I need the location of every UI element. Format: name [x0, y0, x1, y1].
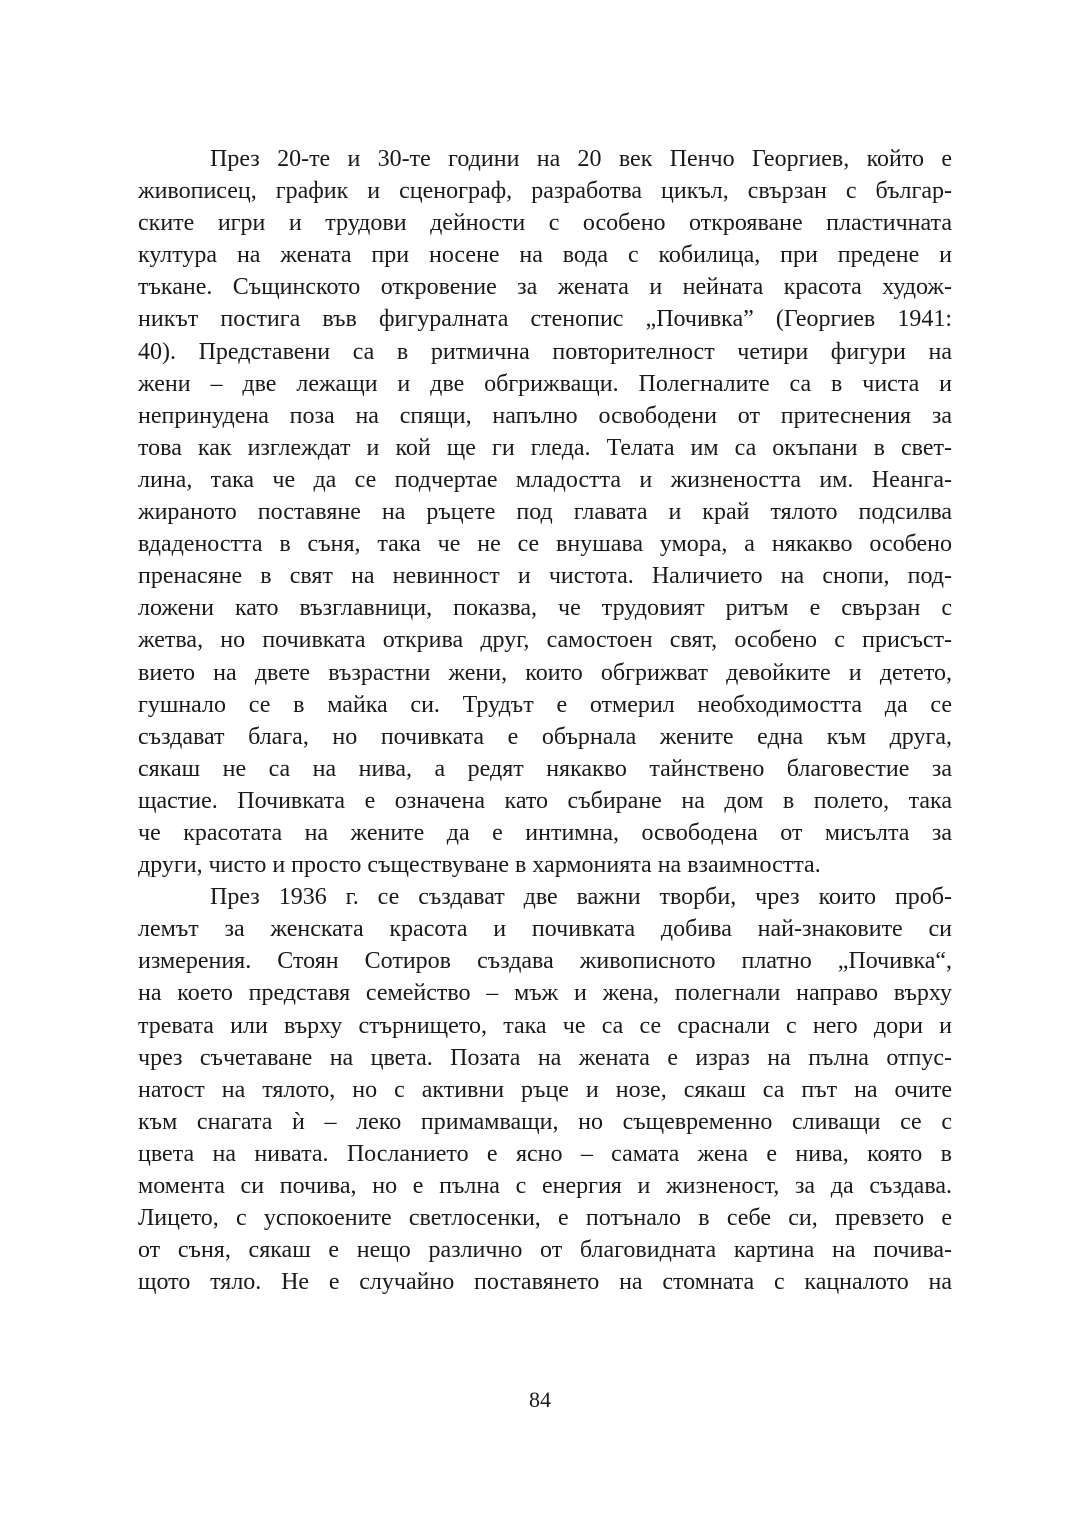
- text-line: никът постига във фигуралната стенопис „Почивка” (Георгиев 1941:: [138, 306, 952, 333]
- text-line: това как изглеждат и кой ще ги гледа. Телата им са окъпани в свет-: [138, 434, 952, 461]
- text-line: пренасяне в свят на невинност и чистота. Наличието на снопи, под-: [138, 563, 952, 590]
- text-line: сякаш не са на нива, а редят някакво тайнствено благовестие за: [138, 755, 952, 782]
- text-line: Лицето, с успокоените светлосенки, е потънало в себе си, превзето е: [138, 1205, 952, 1232]
- paragraph: [138, 143, 952, 881]
- text-line: други, чисто и просто съществуване в хармонията на взаимността.: [138, 852, 821, 879]
- text-line: ложени като възглавници, показва, че трудовият ритъм е свързан с: [138, 595, 952, 622]
- text-line: гушнало се в майка си. Трудът е отмерил необходимостта да се: [138, 691, 952, 718]
- text-line: чрез съчетаване на цвета. Позата на жената е израз на пълна отпус-: [138, 1044, 952, 1071]
- text-line: от съня, сякаш е нещо различно от благовидната картина на почива-: [138, 1237, 952, 1264]
- text-line: 40). Представени са в ритмична повторителност четири фигури на: [138, 338, 952, 365]
- text-line: на което представя семейство – мъж и жена, полегнали направо върху: [138, 980, 952, 1007]
- text-line: щото тяло. Не е случайно поставянето на стомната с кацналото на: [138, 1269, 952, 1296]
- text-line: тревата или върху стърнището, така че са се сраснали с него дори и: [138, 1012, 952, 1039]
- text-line: живописец, график и сценограф, разработва цикъл, свързан с българ-: [138, 178, 952, 205]
- text-line: измерения. Стоян Сотиров създава живописното платно „Почивка“,: [138, 948, 952, 975]
- text-line: лемът за женската красота и почивката добива най-знаковите си: [138, 916, 952, 943]
- text-line: вието на двете възрастни жени, които обгрижват девойките и детето,: [138, 659, 952, 686]
- text-line: непринудена поза на спящи, напълно освободени от притеснения за: [138, 402, 952, 429]
- text-line: През 1936 г. се създават две важни творби, чрез които проб-: [210, 884, 952, 911]
- text-line: щастие. Почивката е означена като събиране на дом в полето, така: [138, 787, 952, 814]
- text-line: жираното поставяне на ръцете под главата и край тялото подсилва: [138, 499, 952, 526]
- text-line: ските игри и трудови дейности с особено открояване пластичната: [138, 210, 952, 237]
- text-line: цвета на нивата. Посланието е ясно – самата жена е нива, която в: [138, 1140, 952, 1167]
- text-line: култура на жената при носене на вода с кобилица, при предене и: [138, 242, 952, 269]
- body-text: [138, 143, 952, 1298]
- text-line: лина, така че да се подчертае младостта и жизнеността им. Неанга-: [138, 466, 952, 493]
- text-line: жени – две лежащи и две обгрижващи. Полегналите са в чиста и: [138, 370, 952, 397]
- page-number: 84: [529, 1387, 551, 1412]
- text-line: вдадеността в съня, така че не се внушава умора, а някакво особено: [138, 531, 952, 558]
- text-line: момента си почива, но е пълна с енергия и жизненост, за да създава.: [138, 1173, 952, 1199]
- text-line: жетва, но почивката открива друг, самостоен свят, особено с присъст-: [138, 627, 952, 654]
- text-line: към снагата ѝ – леко примамващи, но същевременно сливащи се с: [138, 1108, 952, 1135]
- text-line: тъкане. Същинското откровение за жената и нейната красота худож-: [138, 274, 952, 301]
- text-line: създават блага, но почивката е обърнала жените една към друга,: [138, 723, 952, 750]
- text-line: че красотата на жените да е интимна, освободена от мисълта за: [138, 819, 952, 846]
- text-line: През 20-те и 30-те години на 20 век Пенчо Георгиев, който е: [210, 146, 952, 172]
- text-line: натост на тялото, но с активни ръце и нозе, сякаш са път на очите: [138, 1076, 952, 1103]
- paragraph: [138, 881, 952, 1298]
